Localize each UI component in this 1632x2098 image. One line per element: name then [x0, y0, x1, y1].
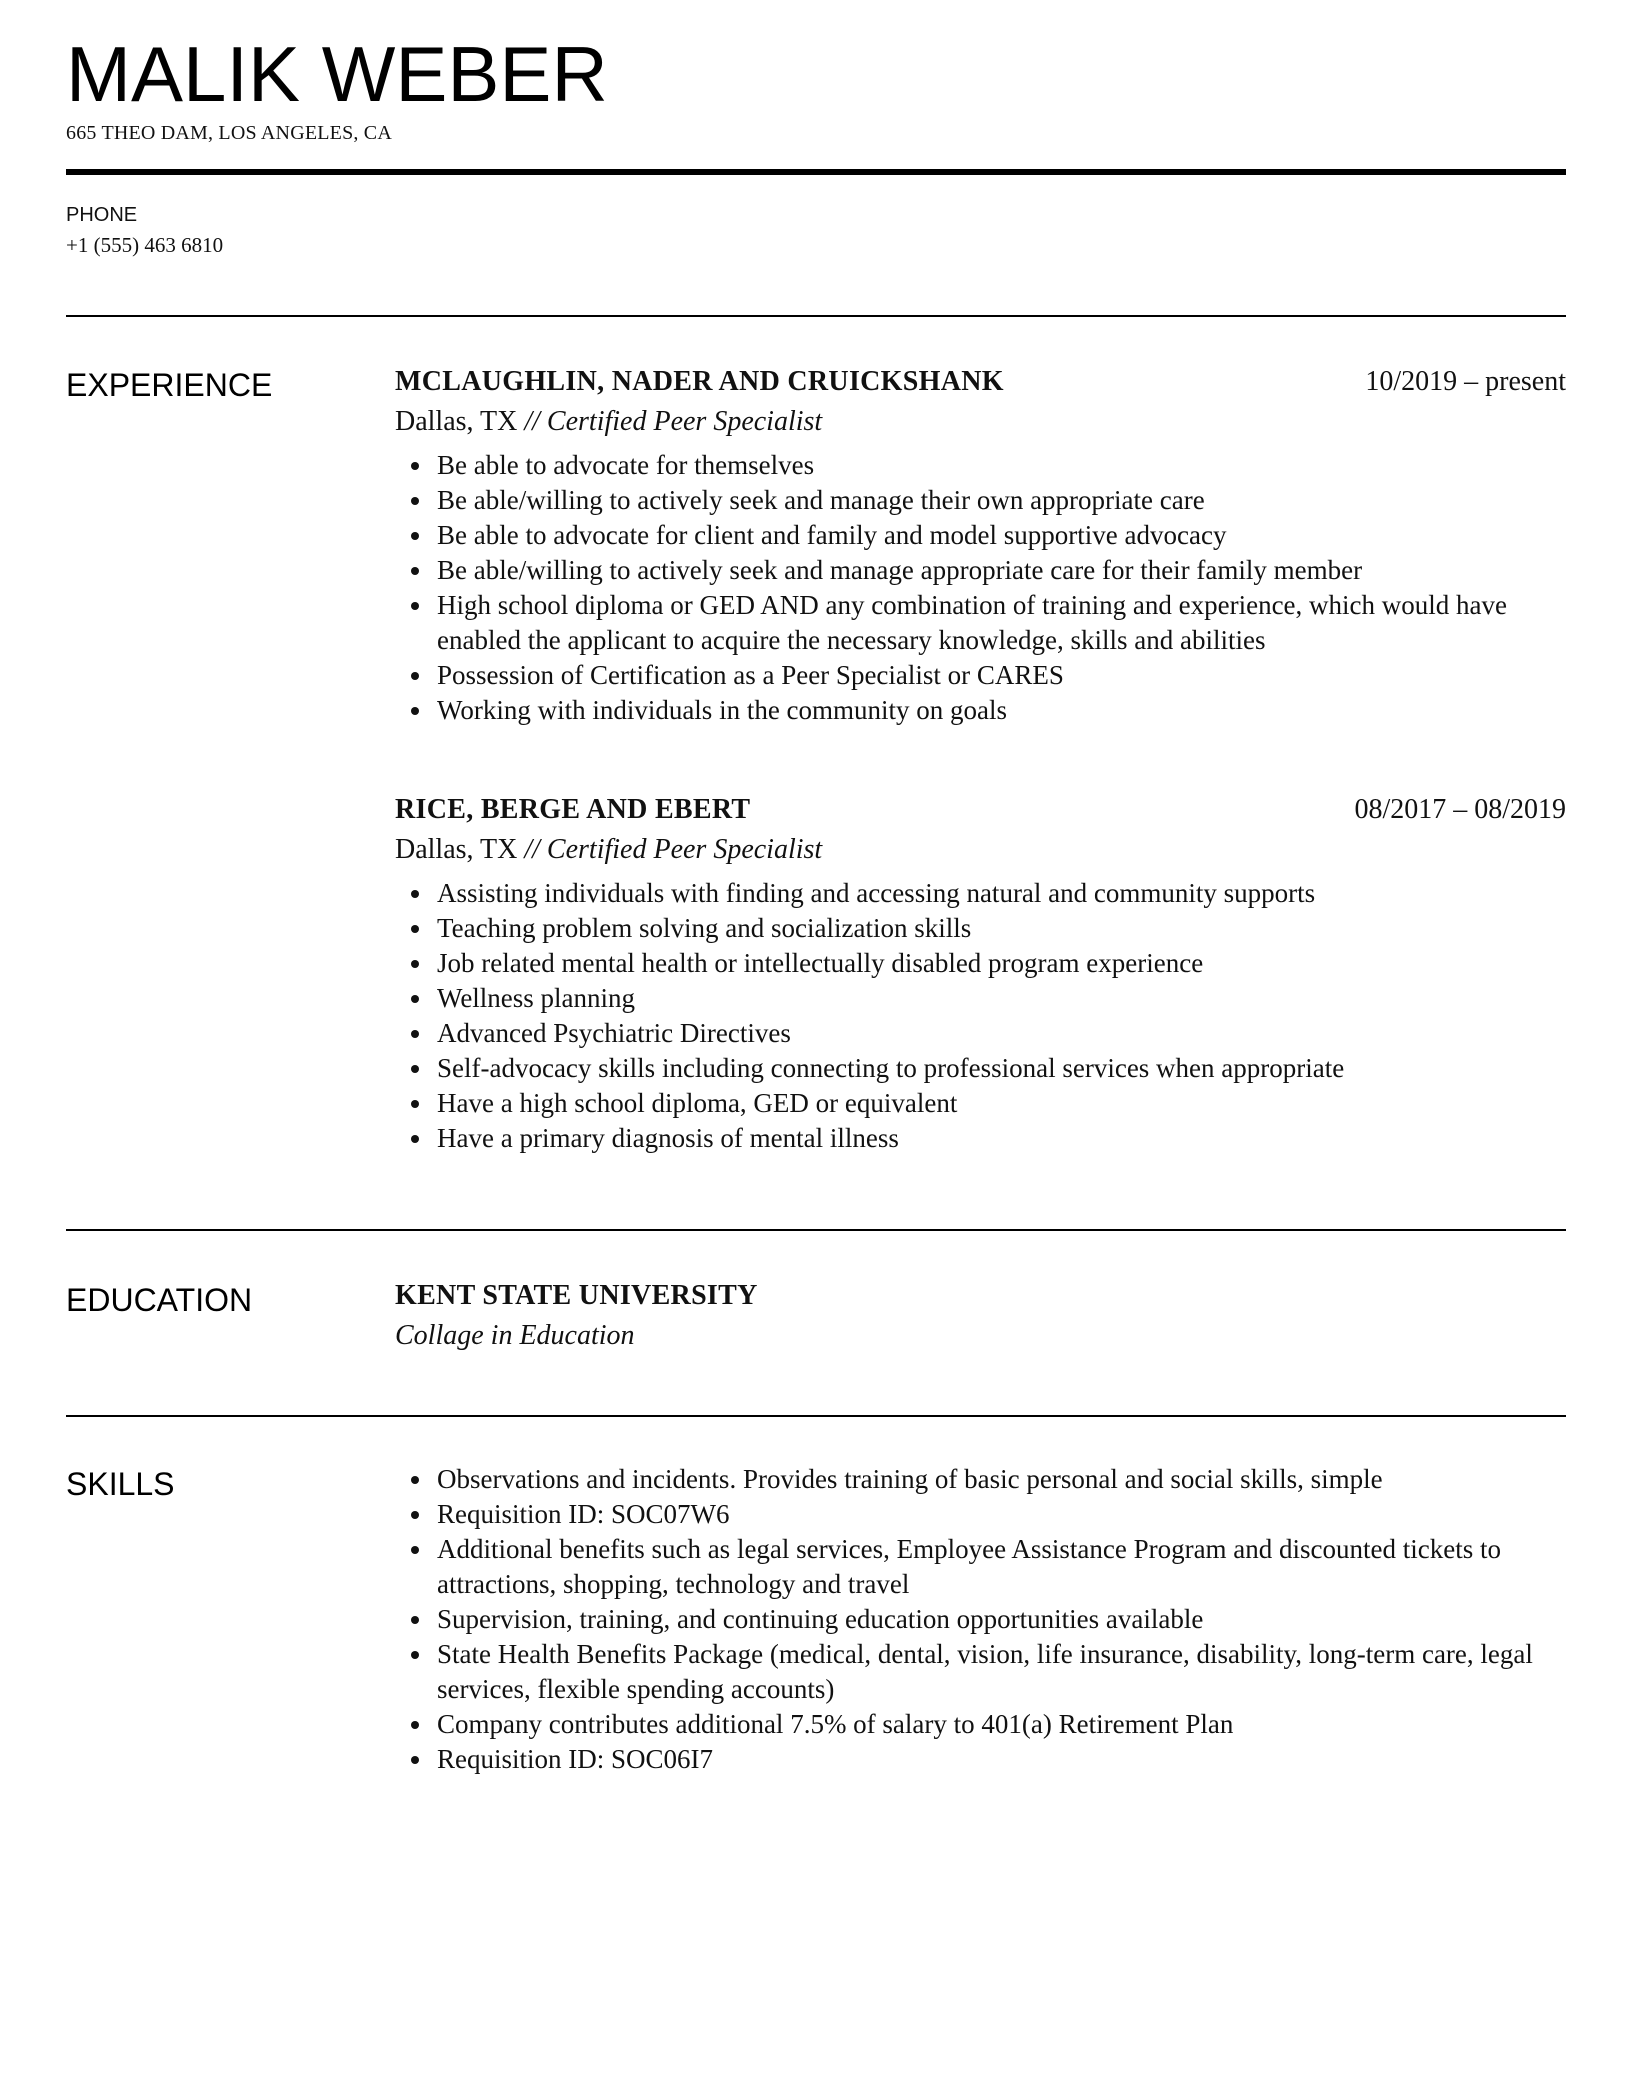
- company-name: MCLAUGHLIN, NADER AND CRUICKSHANK: [395, 366, 1004, 397]
- job-location: Dallas, TX: [395, 834, 518, 865]
- section-divider: [66, 315, 1566, 317]
- list-item: Teaching problem solving and socialization skills: [395, 911, 1560, 946]
- list-item: Wellness planning: [395, 981, 1560, 1016]
- list-item: High school diploma or GED AND any combination of training and experience, which would have enabled the applicant to acquire the necessary knowledge, skills and abilities: [395, 588, 1560, 658]
- list-item: Have a high school diploma, GED or equivalent: [395, 1086, 1560, 1121]
- education-heading: EDUCATION: [66, 1282, 253, 1318]
- phone-label: PHONE: [66, 204, 138, 226]
- job-dates: 08/2017 – 08/2019: [1354, 794, 1566, 825]
- list-item: Be able/willing to actively seek and manage their own appropriate care: [395, 483, 1560, 518]
- degree: Collage in Education: [395, 1320, 635, 1351]
- list-item: Company contributes additional 7.5% of salary to 401(a) Retirement Plan: [395, 1707, 1560, 1742]
- job-entry: [395, 362, 1566, 728]
- skills-entry: [395, 1458, 1566, 1777]
- list-item: Be able to advocate for themselves: [395, 448, 1560, 483]
- list-item: Self-advocacy skills including connecting to professional services when appropriate: [395, 1051, 1560, 1086]
- list-item: Requisition ID: SOC07W6: [395, 1497, 1560, 1532]
- experience-heading: EXPERIENCE: [66, 367, 273, 403]
- list-item: Be able/willing to actively seek and manage appropriate care for their family member: [395, 553, 1560, 588]
- header-divider: [66, 169, 1566, 175]
- section-divider: [66, 1415, 1566, 1417]
- list-item: State Health Benefits Package (medical, dental, vision, life insurance, disability, long-term care, legal services, flexible spending accounts): [395, 1637, 1560, 1707]
- job-separator: //: [517, 834, 547, 865]
- list-item: Assisting individuals with finding and accessing natural and community supports: [395, 876, 1560, 911]
- list-item: Working with individuals in the community on goals: [395, 693, 1560, 728]
- job-role: Certified Peer Specialist: [546, 834, 823, 865]
- skills-heading: SKILLS: [66, 1466, 175, 1502]
- list-item: Additional benefits such as legal services, Employee Assistance Program and discounted tickets to attractions, shopping, technology and travel: [395, 1532, 1560, 1602]
- section-divider: [66, 1229, 1566, 1231]
- list-item: Possession of Certification as a Peer Specialist or CARES: [395, 658, 1560, 693]
- list-item: Requisition ID: SOC06I7: [395, 1742, 1560, 1777]
- skills-list: [395, 1462, 1566, 1777]
- job-duties: [395, 448, 1566, 728]
- list-item: Have a primary diagnosis of mental illness: [395, 1121, 1560, 1156]
- job-role: Certified Peer Specialist: [546, 406, 823, 437]
- school-name: KENT STATE UNIVERSITY: [395, 1280, 758, 1311]
- company-name: RICE, BERGE AND EBERT: [395, 794, 751, 825]
- candidate-name: MALIK WEBER: [66, 30, 608, 118]
- job-dates: 10/2019 – present: [1365, 366, 1566, 397]
- job-location: Dallas, TX: [395, 406, 518, 437]
- job-entry: [395, 790, 1566, 1156]
- phone-number: +1 (555) 463 6810: [66, 233, 224, 257]
- list-item: Advanced Psychiatric Directives: [395, 1016, 1560, 1051]
- list-item: Supervision, training, and continuing education opportunities available: [395, 1602, 1560, 1637]
- list-item: Job related mental health or intellectually disabled program experience: [395, 946, 1560, 981]
- job-duties: [395, 876, 1566, 1156]
- job-separator: //: [517, 406, 547, 437]
- education-entry: [395, 1276, 1566, 1356]
- list-item: Be able to advocate for client and family and model supportive advocacy: [395, 518, 1560, 553]
- address: 665 THEO DAM, LOS ANGELES, CA: [66, 122, 392, 144]
- list-item: Observations and incidents. Provides training of basic personal and social skills, simple: [395, 1462, 1560, 1497]
